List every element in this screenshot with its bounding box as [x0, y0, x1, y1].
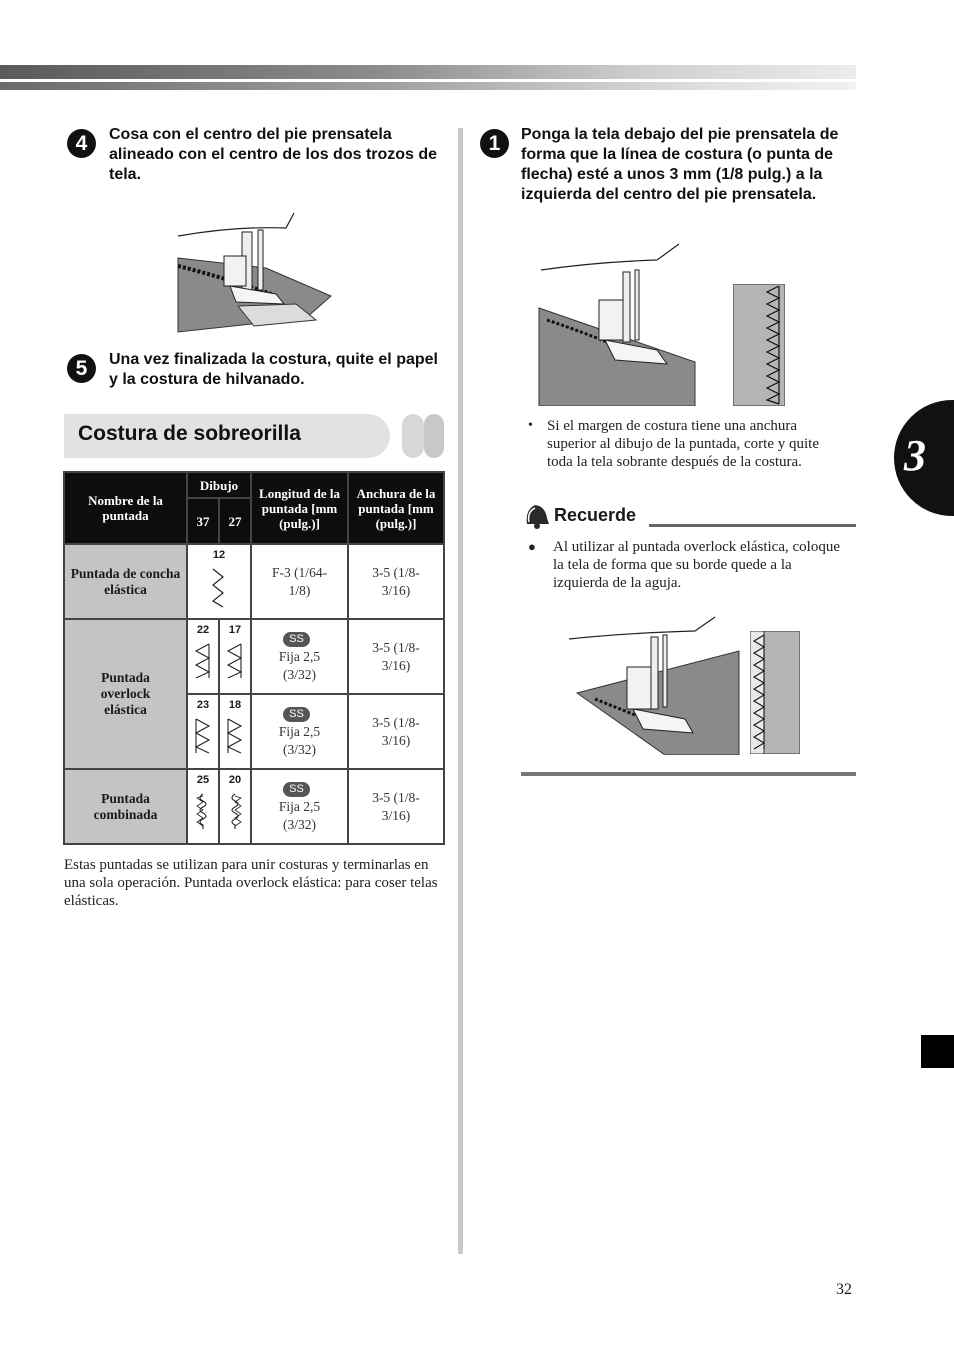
- header-pattern: Dibujo: [187, 472, 251, 498]
- stitch-name: Puntada combinada: [64, 769, 187, 844]
- recuerde-label: Recuerde: [554, 505, 637, 525]
- pattern-number: 25: [196, 774, 210, 786]
- stitch-length: F-3 (1/64-1/8): [251, 544, 348, 619]
- step-4-text: Cosa con el centro del pie prensatela alineado con el centro de los dos trozos de tela.: [109, 126, 438, 183]
- table-note: Estas puntadas se utilizan para unir costuras y terminarlas en una sola operación. Puntada overlock elástica: para coser telas elásticas.: [64, 857, 438, 909]
- chapter-tab: [894, 400, 954, 516]
- chapter-number: 3: [904, 431, 926, 480]
- recuerde-bottom-rule: [521, 772, 856, 776]
- pattern-number: 22: [196, 624, 210, 636]
- overlock-stitch-icon: [193, 642, 213, 680]
- pattern-cell: [219, 694, 251, 769]
- side-marker: [921, 1035, 954, 1068]
- table-row: [64, 769, 444, 844]
- sewing-illustration-step1: [537, 240, 697, 406]
- pattern-cell: [187, 769, 219, 844]
- stitch-width: 3-5 (1/8-3/16): [348, 619, 444, 694]
- stitch-length: SSFija 2,5 (3/32): [251, 619, 348, 694]
- section-title: Costura de sobreorilla: [78, 422, 301, 445]
- step-1-number: 1: [480, 129, 509, 158]
- overlock-stitch-icon: [225, 717, 245, 755]
- recuerde-heading: [521, 500, 856, 530]
- fabric-stitch-sample-1: [733, 284, 785, 406]
- fabric-stitch-sample-2: [750, 631, 800, 754]
- recuerde-bullet: ●: [528, 539, 536, 554]
- section-heading: [64, 414, 442, 458]
- stitch-name: Puntada de concha elástica: [64, 544, 187, 619]
- ss-badge: SS: [283, 782, 310, 797]
- bullet-marker: •: [528, 418, 533, 433]
- bell-icon: [521, 500, 551, 530]
- stitch-width: 3-5 (1/8-3/16): [348, 769, 444, 844]
- pattern-cell: [187, 619, 219, 694]
- overlock-stitch-icon: [225, 642, 245, 680]
- step-5-number: 5: [67, 354, 96, 383]
- bullet-note-text: Si el margen de costura tiene una anchura superior al dibujo de la puntada, corte y quite toda la tela sobrante después de la costura.: [547, 418, 819, 470]
- pattern-number: 23: [196, 699, 210, 711]
- column-divider: [458, 128, 463, 1254]
- shell-stitch-icon: [209, 567, 229, 609]
- stitch-width: 3-5 (1/8-3/16): [348, 694, 444, 769]
- pattern-number: 17: [228, 624, 242, 636]
- step-4-number: 4: [67, 129, 96, 158]
- ss-badge: SS: [283, 632, 310, 647]
- overlock-stitch-icon: [193, 717, 213, 755]
- header-model-37: 37: [187, 498, 219, 544]
- pattern-number: 20: [228, 774, 242, 786]
- stitch-length: SSFija 2,5 (3/32): [251, 769, 348, 844]
- page-number: 32: [836, 1281, 852, 1298]
- header-model-27: 27: [219, 498, 251, 544]
- step-1-text: Ponga la tela debajo del pie prensatela de forma que la línea de costura (o punta de flecha) esté a unos 3 mm (1/8 pulg.) a la izquierda del centro del pie prensatela.: [521, 126, 839, 203]
- pattern-cell: [187, 694, 219, 769]
- stitch-table: [63, 471, 445, 845]
- stitch-name: Puntada overlock elástica: [64, 619, 187, 769]
- stitch-width: 3-5 (1/8-3/16): [348, 544, 444, 619]
- ss-badge: SS: [283, 707, 310, 722]
- header-stitch-name: Nombre de la puntada: [64, 472, 187, 544]
- pattern-number: 12: [212, 549, 226, 561]
- pattern-cell: [187, 544, 251, 619]
- combination-stitch-icon: [193, 792, 213, 830]
- header-width: Anchura de la puntada [mm (pulg.)]: [348, 472, 444, 544]
- header-bar-top: [0, 65, 856, 79]
- header-bar-bottom: [0, 82, 856, 90]
- header-length: Longitud de la puntada [mm (pulg.)]: [251, 472, 348, 544]
- table-row: [64, 544, 444, 619]
- sewing-illustration-step4: [176, 208, 336, 334]
- recuerde-rule: [649, 524, 856, 527]
- recuerde-text: Al utilizar al puntada overlock elástica, coloque la tela de forma que su borde quede a la izquierda de la aguja.: [553, 539, 840, 591]
- pattern-number: 18: [228, 699, 242, 711]
- step-5-text: Una vez finalizada la costura, quite el papel y la costura de hilvanado.: [109, 351, 438, 388]
- combination-stitch-icon: [225, 792, 245, 830]
- table-row: [64, 619, 444, 694]
- pattern-cell: [219, 769, 251, 844]
- stitch-length: SSFija 2,5 (3/32): [251, 694, 348, 769]
- pattern-cell: [219, 619, 251, 694]
- sewing-illustration-recuerde: [565, 615, 740, 755]
